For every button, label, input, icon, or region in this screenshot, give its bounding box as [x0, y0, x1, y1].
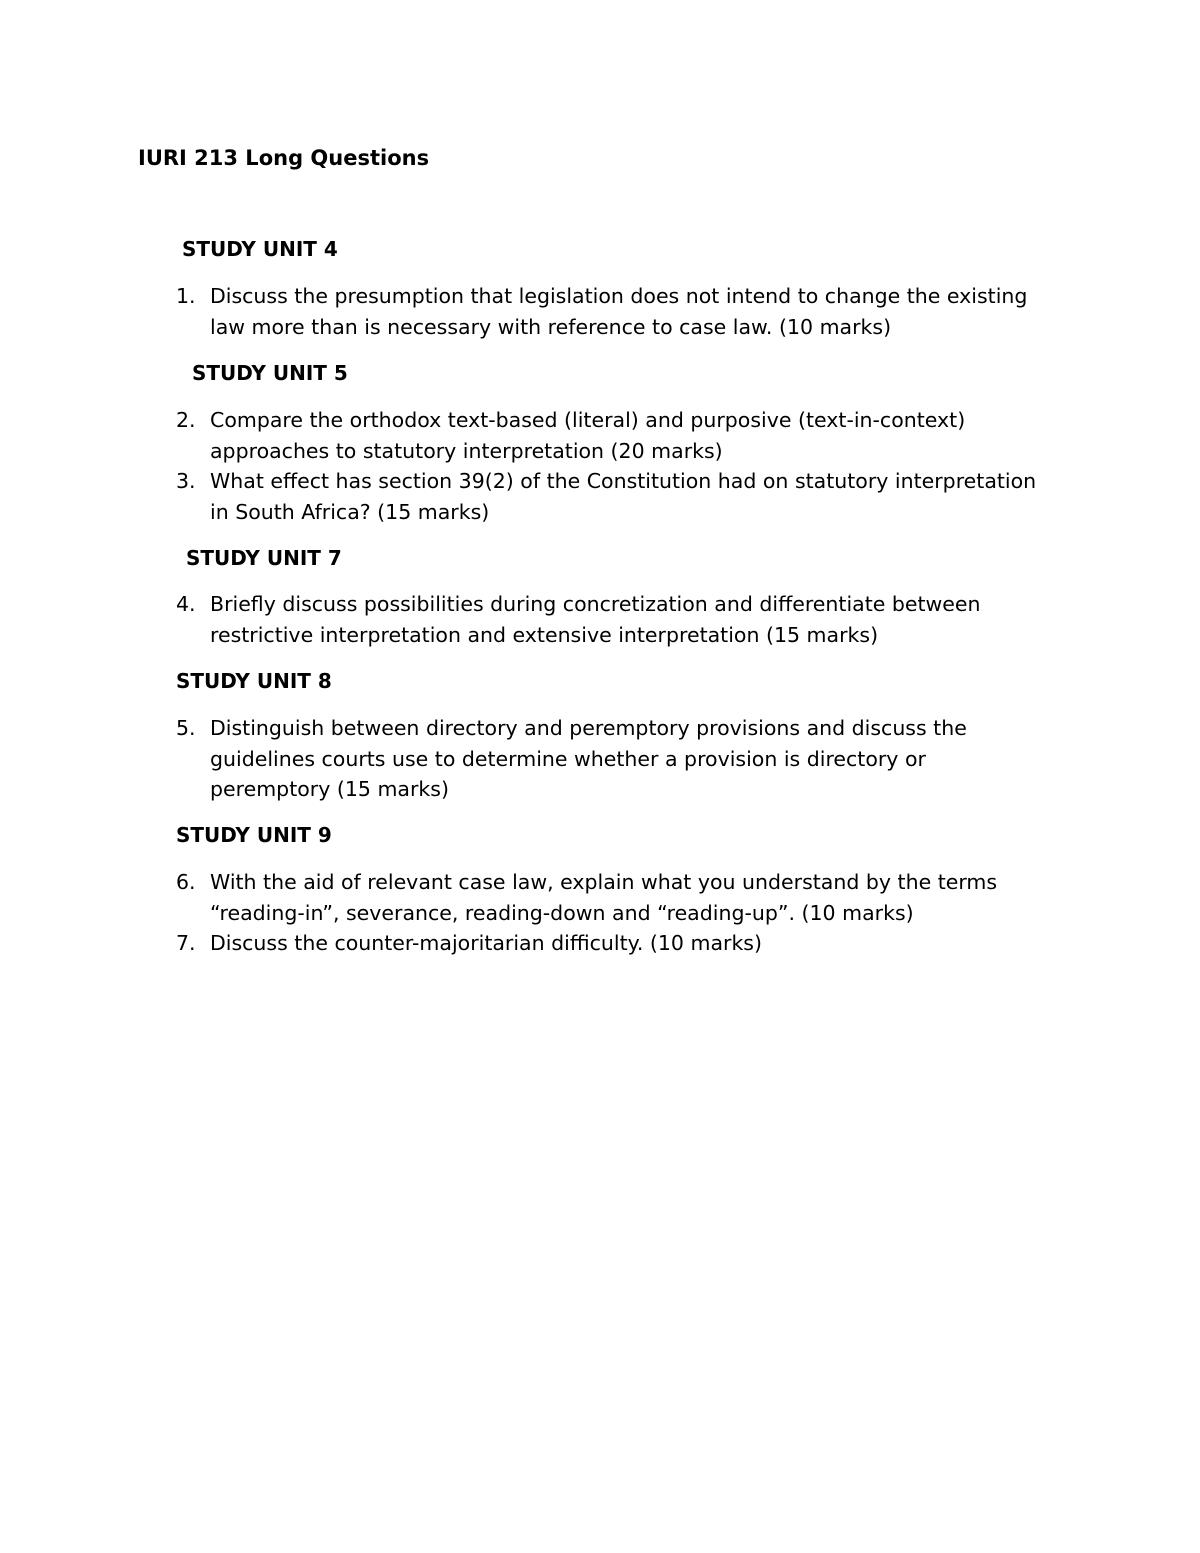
study-unit-heading: STUDY UNIT 5 [192, 361, 348, 385]
question-text: Distinguish between directory and peremptory provisions and discuss the guidelines courts use to determine whether a provision is directory or peremptory (15 marks) [210, 716, 967, 801]
question-number: 7. [176, 931, 196, 955]
question-text: Compare the orthodox text-based (literal) and purposive (text-in-context) approaches to statutory interpretation (20 marks) [210, 408, 966, 463]
question-text: Discuss the counter-majoritarian difficulty. (10 marks) [210, 931, 762, 955]
question-item [176, 713, 1076, 805]
study-unit-heading: STUDY UNIT 8 [176, 669, 332, 693]
document-title: IURI 213 Long Questions [138, 146, 430, 170]
question-number: 5. [176, 716, 196, 740]
question-text: What effect has section 39(2) of the Constitution had on statutory interpretation in South Africa? (15 marks) [210, 469, 1037, 524]
question-text: Briefly discuss possibilities during concretization and differentiate between restrictive interpretation and extensive interpretation (15 marks) [210, 592, 981, 647]
question-item [176, 281, 1076, 342]
question-item [176, 867, 1076, 928]
question-item [176, 405, 1076, 466]
question-text: Discuss the presumption that legislation does not intend to change the existing law more than is necessary with reference to case law. (10 marks) [210, 284, 1028, 339]
question-item [176, 466, 1076, 527]
study-unit-heading: STUDY UNIT 4 [182, 237, 338, 261]
question-number: 6. [176, 870, 196, 894]
study-unit-heading: STUDY UNIT 7 [186, 546, 342, 570]
question-number: 3. [176, 469, 196, 493]
question-number: 4. [176, 592, 196, 616]
question-number: 1. [176, 284, 196, 308]
question-item [176, 589, 1076, 650]
question-text: With the aid of relevant case law, explain what you understand by the terms “reading-in”, severance, reading-down and “reading-up”. (10 marks) [210, 870, 998, 925]
question-number: 2. [176, 408, 196, 432]
question-item [176, 928, 1076, 959]
study-unit-heading: STUDY UNIT 9 [176, 823, 332, 847]
